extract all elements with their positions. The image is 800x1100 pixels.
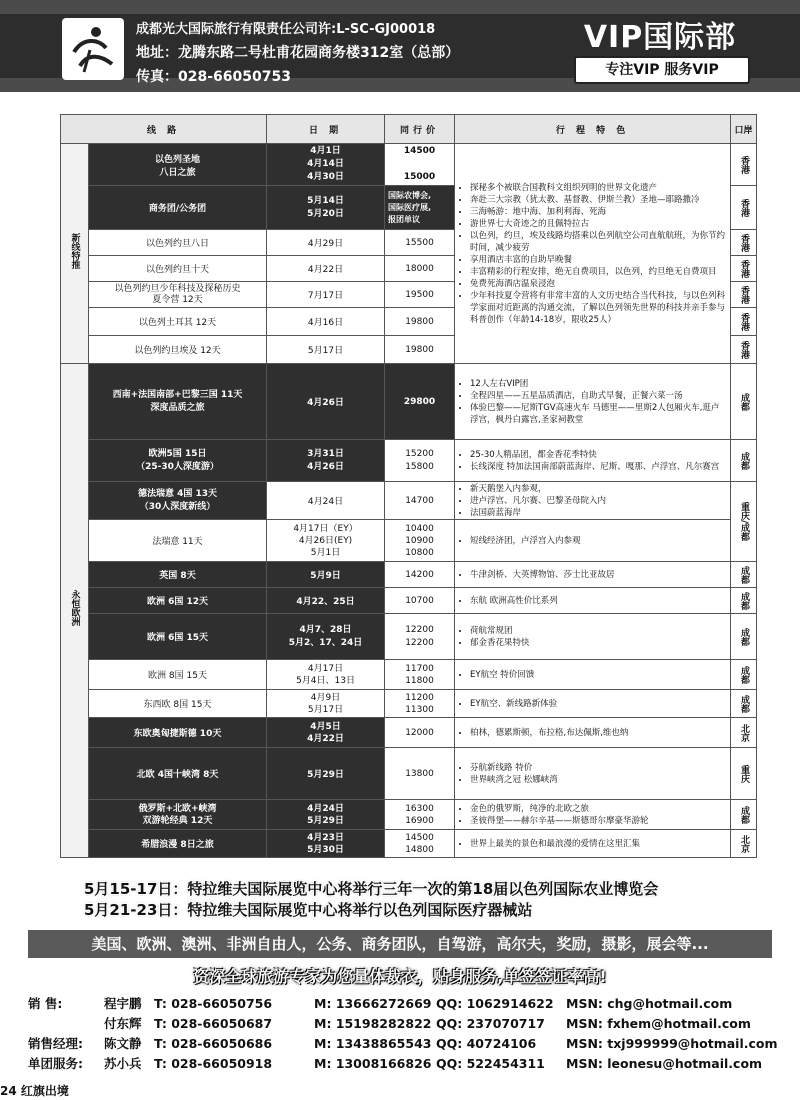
contact-qq: QQ: 40724106 <box>436 1036 537 1051</box>
features-eu5 <box>455 440 731 482</box>
price-cell: 12000 <box>385 718 455 748</box>
contact-qq: QQ: 522454311 <box>436 1056 545 1071</box>
port-cell: 北京 <box>731 830 757 858</box>
route-cell: 以色列约旦埃及 12天 <box>89 336 267 364</box>
port-cell: 香港 <box>731 230 757 256</box>
table-row <box>61 830 757 858</box>
table-row <box>61 364 757 440</box>
route-cell: 希腊浪漫 8日之旅 <box>89 830 267 858</box>
contact-tel: T: 028-66050918 <box>154 1056 273 1071</box>
route-cell: 西南+法国南部+巴黎三国 11天 深度品质之旅 <box>89 364 267 440</box>
route-cell: 英国 8天 <box>89 562 267 588</box>
contact-row <box>28 1034 778 1052</box>
port-cell: 香港 <box>731 282 757 308</box>
feature-item: • 郁金香花果特快 <box>470 637 727 649</box>
feature-item: • 少年科技夏令营将有非常丰富的人文历史结合当代科技，与以色列科学家面对近距离的沟通交流，了解以色列领先世界的科技并亲手参与科普创作（年龄14-18岁，限收25人） <box>470 290 727 326</box>
date-cell: 4月17日（EY） 4月26日(EY) 5月1日 <box>267 520 385 562</box>
contact-tel: T: 028-66050686 <box>154 1036 273 1051</box>
route-cell: 以色列土耳其 12天 <box>89 308 267 336</box>
feature-item: • 全程四星——五星品质酒店，自助式早餐，正餐六菜一汤 <box>470 390 727 402</box>
slogan-strip: 资深全球旅游专家为您量体裁衣，贴身服务,单签签证率高! <box>193 967 607 986</box>
feature-item: • 圣彼得堡——赫尔辛基——斯德哥尔摩豪华游轮 <box>470 815 727 827</box>
date-cell: 5月9日 <box>267 562 385 588</box>
date-cell: 4月26日 <box>267 364 385 440</box>
feature-item: • 以色列，约旦，埃及线路均搭乘以色列航空公司直航航班，为你节约时间，减少疲劳 <box>470 230 727 254</box>
port-cell: 香港 <box>731 144 757 186</box>
feature-item: • 短线经济团，卢浮宫入内参观 <box>470 535 727 547</box>
contact-tel: T: 028-66050687 <box>154 1016 273 1031</box>
company-license: 成都光大国际旅行有限责任公司许:L-SC-GJ00018 <box>136 22 436 37</box>
port-cell: 成都 <box>731 588 757 614</box>
feature-item: • 25-30人精品团，都金香花季特快 <box>470 449 727 461</box>
price-cell: 14500 15000 <box>385 144 455 186</box>
features-uk <box>455 562 731 588</box>
route-cell: 欧洲5国 15日 （25-30人深度游） <box>89 440 267 482</box>
page-footer <box>0 1082 69 1099</box>
port-cell: 成都 <box>731 690 757 718</box>
port-cell: 重庆/成都 <box>731 482 757 562</box>
table-row <box>61 660 757 690</box>
feature-item: • 探秘多个被联合国教科文组织列明的世界文化遗产 <box>470 182 727 194</box>
col-port: 口岸 <box>731 115 757 144</box>
contact-tel: T: 028-66050756 <box>154 996 273 1011</box>
contact-mobile: M: 13666272669 <box>314 996 432 1011</box>
table-row <box>61 588 757 614</box>
contact-name: 付东辉 <box>104 1016 142 1031</box>
price-cell: 11700 11800 <box>385 660 455 690</box>
contact-name: 陈文静 <box>104 1036 142 1051</box>
features-russia <box>455 800 731 830</box>
port-cell: 香港 <box>731 256 757 282</box>
features-greece <box>455 830 731 858</box>
section-label: 新线特推 <box>69 233 80 269</box>
feature-item: • 三海畅游：地中海、加利利海、死海 <box>470 206 727 218</box>
feature-item: • 体验巴黎——尼斯TGV高速火车 马德里——里斯2人包厢火车,逛卢浮宫，枫丹白露宫,圣家祠教堂 <box>470 402 727 426</box>
port-cell: 成都 <box>731 364 757 440</box>
port-cell: 成都 <box>731 800 757 830</box>
contact-qq: QQ: 1062914622 <box>436 996 554 1011</box>
features-western <box>455 364 731 440</box>
table-row <box>61 144 757 186</box>
table-row <box>61 690 757 718</box>
feature-item: • 免费死海酒店温泉浸泡 <box>470 278 727 290</box>
route-cell: 商务团/公务团 <box>89 186 267 230</box>
feature-item: • 12人左右VIP团 <box>470 378 727 390</box>
company-address: 地址：龙腾东路二号杜甫花园商务楼312室（总部） <box>136 45 460 61</box>
section-label: 永恒欧洲 <box>69 590 80 626</box>
contact-name: 程宇鹏 <box>104 996 142 1011</box>
contact-mobile: M: 13438865543 <box>314 1036 432 1051</box>
table-row <box>61 440 757 482</box>
price-cell: 10400 10900 10800 <box>385 520 455 562</box>
route-cell: 东西欧 8国 15天 <box>89 690 267 718</box>
port-cell: 香港 <box>731 308 757 336</box>
date-cell: 4月22、25日 <box>267 588 385 614</box>
features-eu8 <box>455 660 731 690</box>
route-cell: 欧洲 6国 12天 <box>89 588 267 614</box>
feature-item: • 柏林，德累斯顿，布拉格,布达佩斯,维也纳 <box>470 727 727 739</box>
feature-item: • 荷航常规团 <box>470 625 727 637</box>
feature-item: • 新天鹅堡入内参观， <box>470 483 727 495</box>
vip-slogan: 专注VIP 服务VIP <box>574 56 750 84</box>
price-cell: 19800 <box>385 336 455 364</box>
price-cell: 13800 <box>385 748 455 800</box>
price-cell: 14200 <box>385 562 455 588</box>
price-cell: 19800 <box>385 308 455 336</box>
price-cell: 12200 12200 <box>385 614 455 660</box>
feature-item: • 法国蔚蓝海岸 <box>470 507 727 519</box>
table-row <box>61 800 757 830</box>
port-cell: 重庆 <box>731 748 757 800</box>
date-cell: 5月14日 5月20日 <box>267 186 385 230</box>
route-cell: 以色列圣地 八日之旅 <box>89 144 267 186</box>
expo-banner-1: 5月15-17日：特拉维夫国际展览中心将举行三年一次的第18届以色列国际农业博览会 <box>84 880 659 898</box>
route-cell: 俄罗斯+北欧+峡湾 双游轮经典 12天 <box>89 800 267 830</box>
price-cell: 14700 <box>385 482 455 520</box>
table-row <box>61 748 757 800</box>
features-eeu <box>455 718 731 748</box>
features-fry <box>455 520 731 562</box>
price-cell: 11200 11300 <box>385 690 455 718</box>
contact-name: 苏小兵 <box>104 1056 142 1071</box>
col-date: 日 期 <box>267 115 385 144</box>
feature-item: • 长线深度 特加法国南部蔚蓝海岸、尼斯、嘎那、卢浮宫、凡尔赛宫 <box>470 461 727 473</box>
contact-row <box>28 994 732 1012</box>
col-price: 同行价 <box>385 115 455 144</box>
vip-title: VIP国际部 <box>583 20 737 55</box>
section-forever-europe <box>61 364 89 858</box>
table-row <box>61 718 757 748</box>
port-cell: 成都 <box>731 660 757 690</box>
feature-item: • 金色的俄罗斯，纯净的北欧之旅 <box>470 803 727 815</box>
port-cell: 香港 <box>731 336 757 364</box>
contact-mobile: M: 15198282822 <box>314 1016 432 1031</box>
date-cell: 4月17日 5月4日、13日 <box>267 660 385 690</box>
section-new-lines <box>61 144 89 364</box>
date-cell: 4月29日 <box>267 230 385 256</box>
price-cell: 15500 <box>385 230 455 256</box>
port-cell: 香港 <box>731 186 757 230</box>
table-row <box>61 562 757 588</box>
contact-qq: QQ: 237070717 <box>436 1016 545 1031</box>
features-eu6-15 <box>455 614 731 660</box>
price-cell: 18000 <box>385 256 455 282</box>
route-cell: 以色列约旦十天 <box>89 256 267 282</box>
port-cell: 成都 <box>731 440 757 482</box>
price-cell: 15200 15800 <box>385 440 455 482</box>
contact-msn: MSN: txj999999@hotmail.com <box>566 1036 778 1051</box>
contact-role: 销售经理: <box>28 1036 83 1051</box>
feature-item: • 芬航新线路 特价 <box>470 762 727 774</box>
table-header-row <box>61 115 757 144</box>
company-fax: 传真：028-66050753 <box>136 69 291 85</box>
price-cell: 16300 16900 <box>385 800 455 830</box>
features-ewe8 <box>455 690 731 718</box>
contact-msn: MSN: chg@hotmail.com <box>566 996 733 1011</box>
feature-item: • EY航空、新线路新体验 <box>470 698 727 710</box>
tour-table <box>60 114 757 858</box>
date-cell: 4月24日 <box>267 482 385 520</box>
route-cell: 北欧 4国十峡湾 8天 <box>89 748 267 800</box>
route-cell: 法瑞意 11天 <box>89 520 267 562</box>
contact-role: 单团服务: <box>28 1056 83 1071</box>
feature-item: • 牛津剑桥、大英博物馆、莎士比亚故居 <box>470 569 727 581</box>
contact-row <box>28 1054 762 1072</box>
date-cell: 5月17日 <box>267 336 385 364</box>
feature-item: • EY航空 特价回馈 <box>470 669 727 681</box>
company-logo <box>62 18 124 80</box>
vip-box <box>556 12 764 78</box>
expo-banner-2: 5月21-23日：特拉维夫国际展览中心将举行以色列国际医疗器械站 <box>84 901 533 919</box>
port-cell: 成都 <box>731 614 757 660</box>
feature-item: • 奔赴三大宗教（犹太教、基督教、伊斯兰教）圣地—耶路撒冷 <box>470 194 727 206</box>
date-cell: 3月31日 4月26日 <box>267 440 385 482</box>
price-cell: 14500 14800 <box>385 830 455 858</box>
date-cell: 4月16日 <box>267 308 385 336</box>
col-features: 行 程 特 色 <box>455 115 731 144</box>
price-cell: 10700 <box>385 588 455 614</box>
header-bar <box>0 0 800 92</box>
route-cell: 欧洲 6国 15天 <box>89 614 267 660</box>
price-cell: 国际农博会, 国际医疗展, 报团单议 <box>385 186 455 230</box>
features-israel <box>455 144 731 364</box>
date-cell: 7月17日 <box>267 282 385 308</box>
date-cell: 4月24日 5月29日 <box>267 800 385 830</box>
feature-item: • 享用酒店丰富的自助早晚餐 <box>470 254 727 266</box>
page-number: 24 <box>0 1084 17 1098</box>
date-cell: 4月1日 4月14日 4月30日 <box>267 144 385 186</box>
table-row <box>61 520 757 562</box>
contact-row <box>28 1014 751 1032</box>
contact-role: 销 售: <box>28 996 63 1011</box>
price-cell: 19500 <box>385 282 455 308</box>
price-cell: 29800 <box>385 364 455 440</box>
route-cell: 以色列约旦八日 <box>89 230 267 256</box>
date-cell: 5月29日 <box>267 748 385 800</box>
port-cell: 成都 <box>731 562 757 588</box>
date-cell: 4月7、28日 5月2、17、24日 <box>267 614 385 660</box>
feature-item: • 东航 欧洲高性价比系列 <box>470 595 727 607</box>
table-row <box>61 614 757 660</box>
date-cell: 4月5日 4月22日 <box>267 718 385 748</box>
contact-msn: MSN: leonesu@hotmail.com <box>566 1056 763 1071</box>
route-cell: 东欧奥匈捷斯德 10天 <box>89 718 267 748</box>
feature-item: • 丰富精彩的行程安排，绝无自费项目，以色列，约旦绝无自费项目 <box>470 266 727 278</box>
contact-msn: MSN: fxhem@hotmail.com <box>566 1016 751 1031</box>
services-strip: 美国、欧洲、澳洲、非洲自由人，公务、商务团队，自驾游，高尔夫，奖励，摄影，展会等... <box>28 930 772 958</box>
feature-item: • 世界峡湾之冠 松娜峡湾 <box>470 774 727 786</box>
route-cell: 德法瑞意 4国 13天 （30人深度新线） <box>89 482 267 520</box>
feature-item: • 游世界七大奇迹之的且佩特拉古 <box>470 218 727 230</box>
col-route: 线 路 <box>61 115 267 144</box>
features-dfry <box>455 482 731 520</box>
date-cell: 4月22日 <box>267 256 385 282</box>
route-cell: 以色列约旦少年科技及探秘历史 夏令营 12天 <box>89 282 267 308</box>
date-cell: 4月23日 5月30日 <box>267 830 385 858</box>
date-cell: 4月9日 5月17日 <box>267 690 385 718</box>
features-eu6-12 <box>455 588 731 614</box>
contact-mobile: M: 13008166826 <box>314 1056 432 1071</box>
runner-logo-icon <box>66 22 120 76</box>
feature-item: • 世界上最美的景色和最浪漫的爱情在这里汇集 <box>470 838 727 850</box>
port-cell: 北京 <box>731 718 757 748</box>
publication-title: 红旗出境 <box>20 1084 69 1098</box>
route-cell: 欧洲 8国 15天 <box>89 660 267 690</box>
features-neu <box>455 748 731 800</box>
table-row <box>61 482 757 520</box>
feature-item: • 进卢浮宫、凡尔赛、巴黎圣母院入内 <box>470 495 727 507</box>
